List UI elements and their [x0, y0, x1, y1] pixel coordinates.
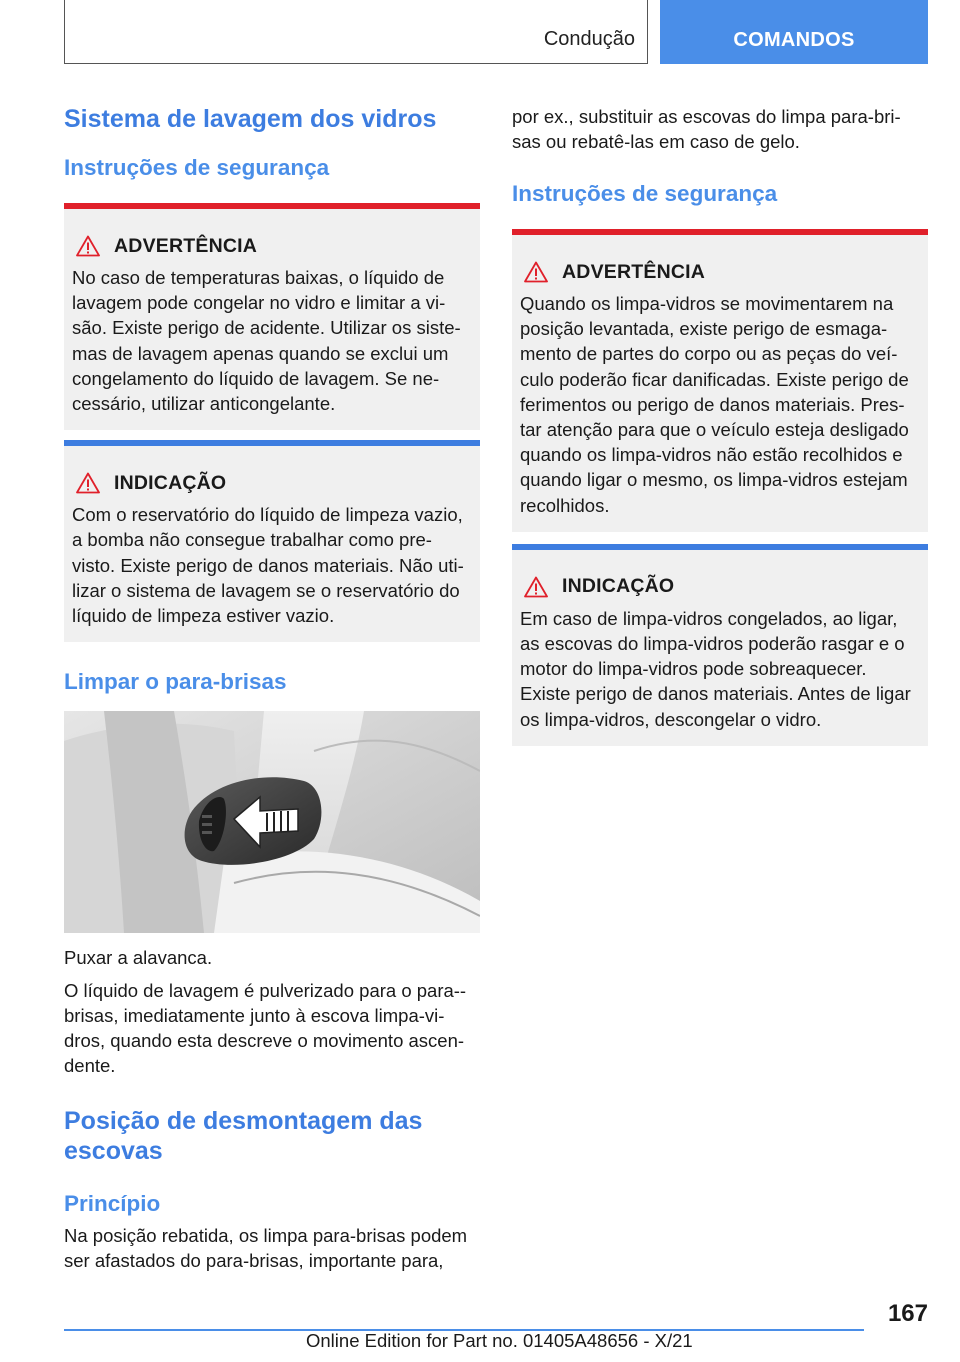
fold-position-heading: Posição de desmontagem das escovas — [64, 1107, 423, 1166]
warning-text: Quando os limpa-vidros se movimentarem na posição levantada, existe perigo de esmaga-mento de partes do corpo ou as peças do veí-culo poderão ficar danificadas. Existe perigo de ferimentos ou perigo de danos materiais. Pres-tar atenção para que o veículo esteja desligado quando os limpa-vidros não estão recolhidos e quando ligar o mesmo, os limpa-vidros estejam recolhidos. — [520, 293, 909, 516]
principle-heading: Princípio — [64, 1191, 161, 1217]
warning-label: ADVERTÊNCIA — [114, 234, 258, 257]
header-chapter-label: COMANDOS — [733, 29, 855, 51]
footer-edition: Online Edition for Part no. 01405A48656 - X/21 — [306, 1330, 693, 1351]
page-title: Sistema de lavagem dos vidros — [64, 105, 437, 133]
wiper-lever-drawing — [64, 711, 480, 933]
notice-text: Com o reservatório do líquido de limpeza vazio, a bomba não consegue trabalhar como pre-visto. Existe perigo de danos materiais. Não uti-lizar o sistema de lavagem se o reservatório do líquido de limpeza estiver vazio. — [72, 504, 464, 627]
continued-text: por ex., substituir as escovas do limpa para-bri-sas ou rebatê-las em caso de gelo. — [512, 106, 901, 152]
header-chapter-tab — [660, 0, 928, 64]
right-column — [512, 98, 928, 746]
notice-text: Em caso de limpa-vidros congelados, ao ligar, as escovas do limpa-vidros poderão rasgar e o motor do limpa-vidros pode sobreaquecer. Existe perigo de danos materiais. Antes de ligar os limpa-vidros, descongelar o vidro. — [520, 607, 911, 730]
left-column — [64, 98, 480, 1273]
warning-triangle-icon — [524, 576, 548, 598]
warning-triangle-icon — [76, 235, 100, 257]
warning-triangle-icon — [76, 472, 100, 494]
safety-heading-left: Instruções de segurança — [64, 155, 330, 180]
header-section-box — [64, 0, 648, 64]
warning-triangle-icon — [524, 261, 548, 283]
notice-label: INDICAÇÃO — [562, 575, 675, 598]
clean-windshield-heading: Limpar o para-brisas — [64, 669, 287, 695]
clean-step-2: O líquido de lavagem é pulverizado para o para--brisas, imediatamente junto à escova limpa-vi-dros, quando esta descreve o movimento ascen-dente. — [64, 980, 467, 1077]
safety-heading-right: Instruções de segurança — [512, 181, 778, 206]
principle-text: Na posição rebatida, os limpa para-brisas podem ser afastados do para-brisas, importante para, — [64, 1225, 468, 1272]
notice-box-right — [512, 544, 928, 746]
page-number: 167 — [887, 1300, 928, 1327]
warning-box-left — [64, 203, 480, 430]
notice-label: INDICAÇÃO — [114, 471, 227, 494]
header-section-label: Condução — [543, 28, 635, 50]
warning-label: ADVERTÊNCIA — [562, 260, 706, 283]
warning-box-right — [512, 229, 928, 532]
wiper-lever-illustration — [64, 711, 480, 933]
notice-box-left — [64, 440, 480, 642]
warning-text: No caso de temperaturas baixas, o líquido de lavagem pode congelar no vidro e limitar a vi-são. Existe perigo de acidente. Utilizar os siste-mas de lavagem apenas quando se exclui um congelamento do líquido de lavagem. Se ne-cessário, utilizar anticongelante. — [72, 267, 461, 415]
clean-step-1: Puxar a alavanca. — [64, 947, 213, 969]
